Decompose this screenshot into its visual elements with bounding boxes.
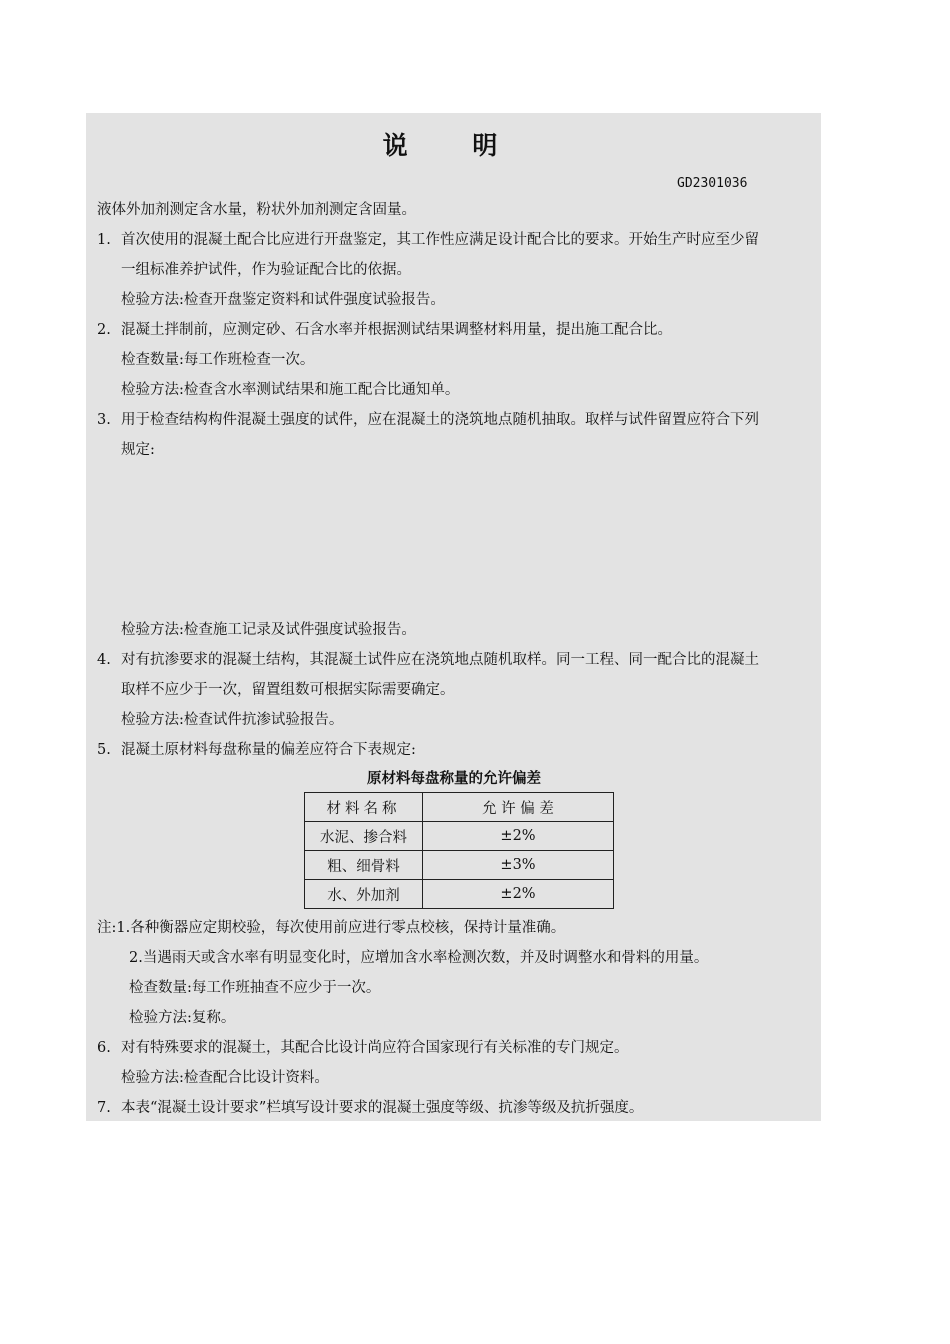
item-3-method: 检验方法:检查施工记录及试件强度试验报告。 (121, 622, 416, 638)
tolerance-table (304, 792, 614, 909)
note-1: 注:1.各种衡器应定期校验，每次使用前应进行零点校核，保持计量准确。 (97, 920, 566, 936)
item-1-method: 检验方法:检查开盘鉴定资料和试件强度试验报告。 (121, 292, 445, 308)
item-3-line-2: 规定: (121, 442, 155, 458)
item-4-line-1: 对有抗渗要求的混凝土结构，其混凝土试件应在浇筑地点随机取样。同一工程、同一配合比的混凝土 (121, 652, 759, 668)
table-cell-material: 粗、细骨料 (305, 851, 423, 880)
item-2-quantity: 检查数量:每工作班检查一次。 (121, 352, 315, 368)
note-2: 2.当遇雨天或含水率有明显变化时，应增加含水率检测次数，并及时调整水和骨料的用量。 (129, 950, 709, 966)
table-header-material: 材料名称 (305, 793, 423, 822)
item-7-number: 7. (97, 1100, 111, 1116)
item-4-method: 检验方法:检查试件抗渗试验报告。 (121, 712, 344, 728)
page-title: 说 明 (382, 131, 526, 160)
item-2-method: 检验方法:检查含水率测试结果和施工配合比通知单。 (121, 382, 460, 398)
table-cell-tolerance: ±3% (423, 851, 614, 880)
item-2-line-1: 混凝土拌制前，应测定砂、石含水率并根据测试结果调整材料用量，提出施工配合比。 (121, 322, 672, 338)
table-row (305, 880, 614, 909)
item-6-number: 6. (97, 1040, 111, 1056)
table-cell-material: 水、外加剂 (305, 880, 423, 909)
intro-text: 液体外加剂测定含水量，粉状外加剂测定含固量。 (97, 202, 416, 218)
item-1-number: 1. (97, 232, 111, 248)
table-row (305, 851, 614, 880)
note-quantity: 检查数量:每工作班抽查不应少于一次。 (129, 980, 381, 996)
item-3-line-1: 用于检查结构构件混凝土强度的试件，应在混凝土的浇筑地点随机抽取。取样与试件留置应符合下列 (121, 412, 759, 428)
item-7-line-1: 本表“混凝土设计要求”栏填写设计要求的混凝土强度等级、抗渗等级及抗折强度。 (121, 1100, 644, 1116)
table-cell-tolerance: ±2% (423, 880, 614, 909)
table-row (305, 822, 614, 851)
note-method: 检验方法:复称。 (129, 1010, 236, 1026)
document-code: GD2301036 (677, 176, 748, 191)
table-cell-material: 水泥、掺合料 (305, 822, 423, 851)
table-header-row (305, 793, 614, 822)
item-1-line-2: 一组标准养护试件，作为验证配合比的依据。 (121, 262, 411, 278)
item-1-line-1: 首次使用的混凝土配合比应进行开盘鉴定，其工作性应满足设计配合比的要求。开始生产时应至少留 (121, 232, 759, 248)
table-title: 原材料每盘称量的允许偏差 (367, 771, 541, 787)
item-5-line-1: 混凝土原材料每盘称量的偏差应符合下表规定: (121, 742, 416, 758)
table-header-tolerance: 允 许 偏 差 (423, 793, 614, 822)
item-6-line-1: 对有特殊要求的混凝土，其配合比设计尚应符合国家现行有关标准的专门规定。 (121, 1040, 629, 1056)
item-2-number: 2. (97, 322, 111, 338)
table-cell-tolerance: ±2% (423, 822, 614, 851)
item-6-method: 检验方法:检查配合比设计资料。 (121, 1070, 329, 1086)
item-5-number: 5. (97, 742, 111, 758)
item-4-line-2: 取样不应少于一次，留置组数可根据实际需要确定。 (121, 682, 455, 698)
item-3-number: 3. (97, 412, 111, 428)
item-4-number: 4. (97, 652, 111, 668)
